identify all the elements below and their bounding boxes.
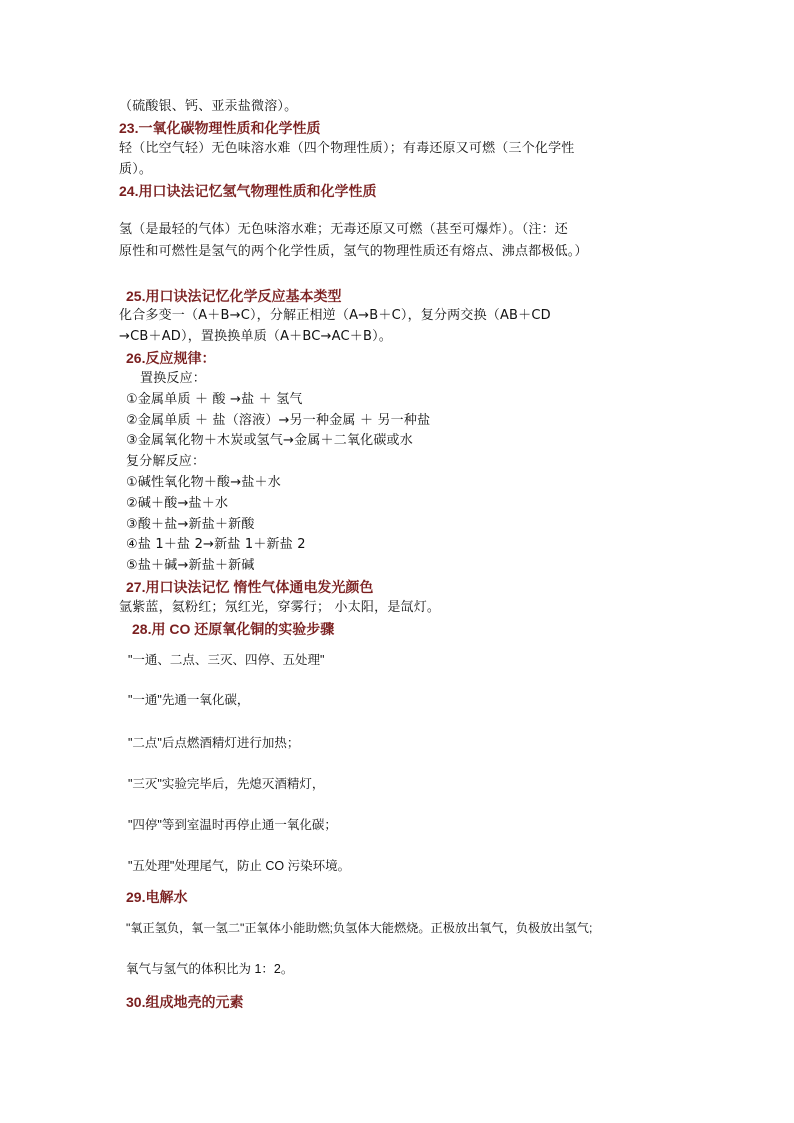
text-line-24: "五处理"处理尾气，防止 CO 污染环境。 — [128, 859, 351, 873]
heading-25: 25.用口诀法记忆化学反应基本类型 — [126, 288, 342, 304]
heading-29: 29.电解水 — [126, 889, 188, 905]
text-line-21: "二点"后点燃酒精灯进行加热； — [128, 736, 300, 750]
text-line-20: "一通"先通一氧化碳， — [128, 693, 250, 707]
heading-26: 26.反应规律： — [126, 350, 216, 366]
text-line-4: 氢（是最轻的气体）无色味溶水难；无毒还原又可燃（甚至可爆炸）。（注：还 — [119, 222, 569, 237]
text-line-3: 质）。 — [119, 162, 153, 177]
text-line-23: "四停"等到室温时再停止通一氧化碳； — [128, 818, 337, 832]
text-line-13: ①碱性氧化物＋酸→盐＋水 — [126, 475, 281, 490]
text-line-11: ③金属氧化物＋木炭或氢气→金属＋二氧化碳或水 — [126, 433, 413, 448]
text-line-22: "三灭"实验完毕后，先熄灭酒精灯， — [128, 777, 325, 791]
text-line-15: ③酸＋盐→新盐＋新酸 — [126, 517, 255, 532]
heading-23: 23.一氧化碳物理性质和化学性质 — [119, 120, 321, 136]
text-line-2: 轻（比空气轻）无色味溶水难（四个物理性质）；有毒还原又可燃（三个化学性 — [119, 141, 575, 156]
text-line-9: ①金属单质 ＋ 酸 →盐 ＋ 氢气 — [126, 392, 303, 407]
text-line-1: （硫酸银、钙、亚汞盐微溶）。 — [119, 99, 298, 114]
text-line-18: 氩紫蓝，氦粉红；氖红光，穿雾行； 小太阳，是氙灯。 — [119, 600, 441, 615]
heading-24: 24.用口诀法记忆氢气物理性质和化学性质 — [119, 183, 377, 199]
text-line-17: ⑤盐＋碱→新盐＋新碱 — [126, 558, 255, 573]
text-line-26: 氧气与氢气的体积比为 1：2。 — [126, 962, 294, 976]
text-line-12: 复分解反应： — [126, 454, 206, 469]
text-line-7: →CB＋AD），置换换单质（A＋BC→AC＋B）。 — [119, 329, 393, 344]
heading-27: 27.用口诀法记忆 惰性气体通电发光颜色 — [126, 579, 374, 595]
text-line-8: 置换反应： — [140, 371, 207, 386]
text-line-6: 化合多变一（A＋B→C），分解正相逆（A→B＋C），复分两交换（AB＋CD — [119, 308, 551, 323]
heading-28: 28.用 CO 还原氧化铜的实验步骤 — [132, 621, 335, 637]
text-line-10: ②金属单质 ＋ 盐（溶液）→另一种金属 ＋ 另一种盐 — [126, 413, 431, 428]
text-line-14: ②碱＋酸→盐＋水 — [126, 496, 229, 511]
text-line-5: 原性和可燃性是氢气的两个化学性质，氢气的物理性质还有熔点、沸点都极低。） — [119, 244, 588, 259]
text-line-16: ④盐 1＋盐 2→新盐 1＋新盐 2 — [126, 537, 306, 552]
heading-30: 30.组成地壳的元素 — [126, 994, 244, 1010]
text-line-19: "一通、二点、三灭、四停、五处理" — [128, 653, 325, 667]
text-line-25: "氧正氢负，氧一氢二"正氧体小能助燃;负氢体大能燃烧。正极放出氧气，负极放出氢气; — [126, 921, 593, 935]
